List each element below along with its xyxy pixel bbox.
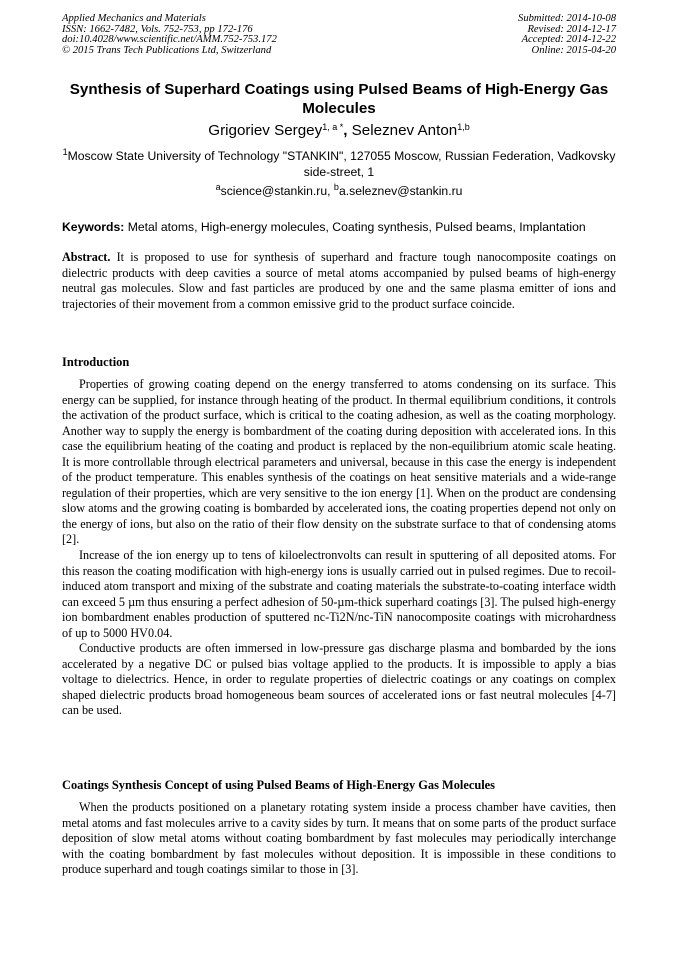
online-date: Online: 2015-04-20 xyxy=(531,44,616,56)
affiliation xyxy=(62,149,616,180)
affiliation-text: Moscow State University of Technology "STANKIN", 127055 Moscow, Russian Federation, Vadkovsky side-street, 1 xyxy=(67,149,616,179)
section-heading-introduction: Introduction xyxy=(62,355,130,369)
paper-title: Synthesis of Superhard Coatings using Pulsed Beams of High-Energy Gas Molecules xyxy=(69,81,609,117)
copyright-line: © 2015 Trans Tech Publications Ltd, Switzerland xyxy=(62,44,272,56)
dates-header xyxy=(518,14,616,56)
paragraph: Properties of growing coating depend on the energy transferred to atoms condensing on its surface. This energy can be supplied, for instance through heating of the product. In thermal equilibrium conditions, it controls the activation of the product surface, which is critical to the coating adhesion, as well as the coating morphology. Another way to supply the energy is bombardment of the coating during deposition with accelerated ions. In this case the equilibrium heating of the coating and product is replaced by the non-equilibrium atomic scale heating. It is more controllable through electrical parameters and universal, because in this case the energy is independent of the product temperature. This enables synthesis of the coatings on heat sensitive materials and a wide-range regulation of their properties, which are very sensitive to the ion energy [1]. When on the product are condensing slow atoms and the growing coating is bombarded by accelerated ions, the coating properties depend not only on the energy of ions, but also on the ratio of their flow density on the substrate surface to that of condensing atoms [2]. xyxy=(62,377,616,547)
email-link[interactable]: science@stankin.ru xyxy=(220,184,328,198)
author-superscript: 1, a * xyxy=(322,122,344,132)
email-marker: a xyxy=(215,182,221,192)
paragraph: Conductive products are often immersed in low-pressure gas discharge plasma and bombarded by the ions accelerated by a negative DC or pulsed bias voltage applied to the products. It is impossible to apply a bias voltage to dielectrics. Hence, in order to regulate properties of dielectric coatings or any coatings on complex shaped dielectric products broad homogeneous beam sources of accelerated ions or fast neutral molecules [4-7] can be used. xyxy=(62,641,616,718)
affiliation-marker: 1 xyxy=(62,147,68,157)
author-separator: , xyxy=(343,122,352,139)
abstract xyxy=(62,250,616,312)
author-emails xyxy=(62,184,616,199)
submitted-date: Submitted: 2014-10-08 xyxy=(518,13,616,24)
author-name: Grigoriev Sergey xyxy=(208,122,323,139)
doi-line: doi:10.4028/www.scientific.net/AMM.752-753.172 xyxy=(62,34,277,46)
email-marker: b xyxy=(333,182,339,192)
accepted-date: Accepted: 2014-12-22 xyxy=(521,34,616,46)
journal-header xyxy=(62,14,277,56)
abstract-text: It is proposed to use for synthesis of superhard and fracture tough nanocomposite coatings on dielectric products with deep cavities a source of metal atoms accompanied by pulsed beams of high-energy neutral gas molecules. Slow and fast particles are produced by one and the same plasma emitter of ions and trajectories of their movement from a common emissive grid to the product surface coincide. xyxy=(62,250,617,311)
issn-line: ISSN: 1662-7482, Vols. 752-753, pp 172-176 xyxy=(62,23,253,35)
section-heading-coatings-synthesis: Coatings Synthesis Concept of using Pulsed Beams of High-Energy Gas Molecules xyxy=(62,778,496,792)
keywords-label: Keywords: xyxy=(62,220,125,234)
author-list xyxy=(62,122,616,140)
author-name: Seleznev Anton xyxy=(351,122,458,139)
revised-date: Revised: 2014-12-17 xyxy=(527,23,616,35)
introduction-body xyxy=(62,377,616,719)
keywords xyxy=(62,220,616,235)
abstract-label: Abstract. xyxy=(62,250,111,264)
coatings-synthesis-body xyxy=(62,800,616,878)
email-link[interactable]: a.seleznev@stankin.ru xyxy=(338,184,463,198)
keywords-text: Metal atoms, High-energy molecules, Coating synthesis, Pulsed beams, Implantation xyxy=(127,220,586,234)
paragraph: Increase of the ion energy up to tens of kiloelectronvolts can result in sputtering of all deposited atoms. For this reason the coating modification with high-energy ions is usually carried out in pulsed regimes. Due to recoil-induced atom transport and mixing of the substrate and coating materials the substrate-to-coating interface width can exceed 5 µm thus ensuring a perfect adhesion of 50-µm-thick superhard coatings [3]. The pulsed high-energy ion bombardment enables production of sputtered nc-Ti2N/nc-TiN nanocomposite coatings with microhardness of up to 5000 HV0.04. xyxy=(62,548,616,640)
paragraph: When the products positioned on a planetary rotating system inside a process chamber have cavities, then metal atoms and fast molecules arrive to a cavity sides by turn. It means that on some parts of the product surface deposition of slow metal atoms without coating bombardment by fast molecules may periodically interchange with the coating bombardment by fast molecules without deposition. It is impossible in these conditions to produce superhard and tough coatings similar to those in [3]. xyxy=(62,800,616,877)
email-separator: , xyxy=(327,184,334,198)
journal-name: Applied Mechanics and Materials xyxy=(62,13,206,24)
author-superscript: 1,b xyxy=(457,122,470,132)
